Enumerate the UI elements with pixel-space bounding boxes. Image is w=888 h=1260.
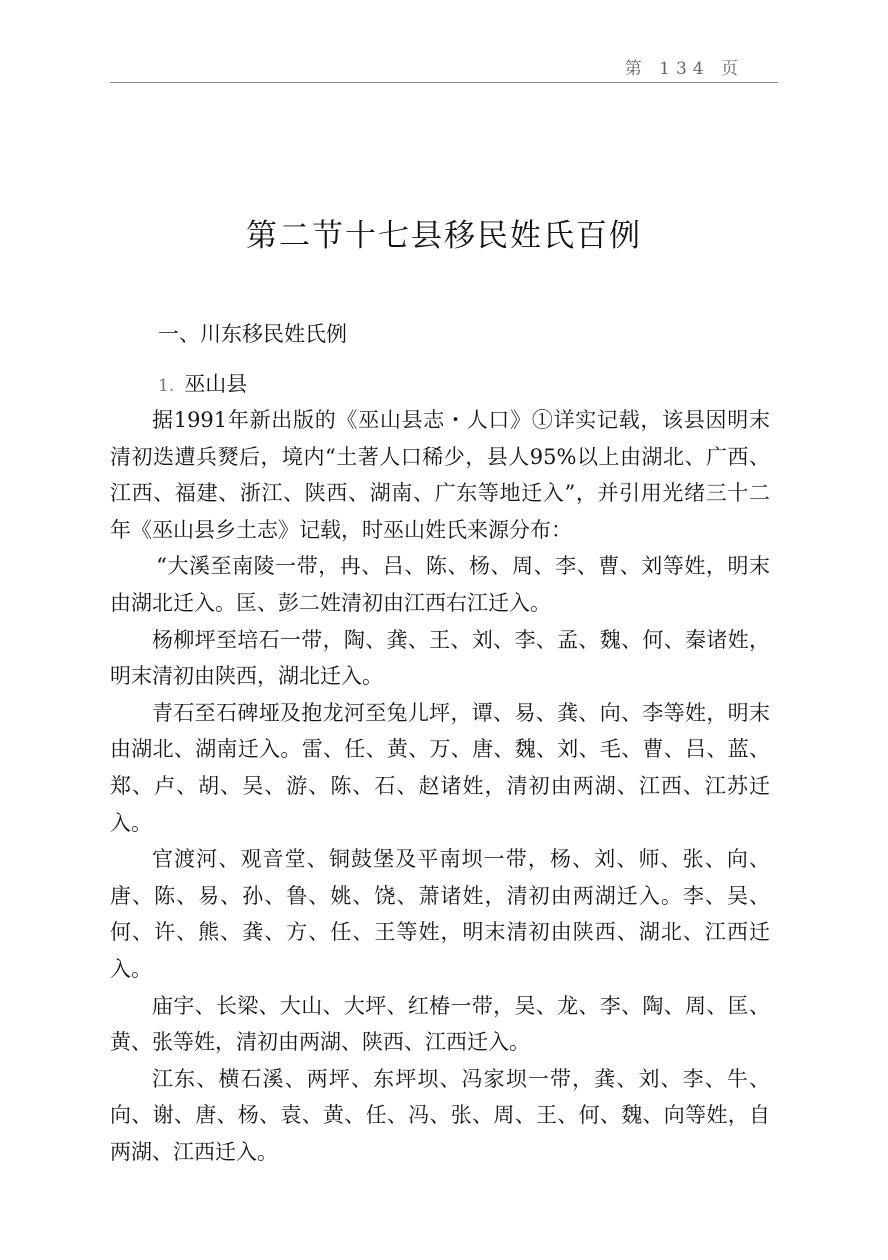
paragraph: 江东、横石溪、两坪、东坪坝、冯家坝一带，龚、刘、李、牛、向、谢、唐、杨、袁、黄、任、冯、张、周、王、何、魏、向等姓，自两湖、江西迁入。 (110, 1066, 770, 1164)
paragraph: 青石至石碑垭及抱龙河至兔儿坪，谭、易、龚、向、李等姓，明末由湖北、湖南迁入。雷、任、黄、万、唐、魏、刘、毛、曹、吕、蓝、郑、卢、胡、吴、游、陈、石、赵诸姓，清初由两湖、江西、江苏迁入。 (110, 700, 770, 835)
section-title: 第二节十七县移民姓氏百例 (246, 218, 642, 254)
paragraph: 据1991年新出版的《巫山县志・人口》①详实记载，该县因明末清初迭遭兵燹后，境内“土著人口稀少，县人95%以上由湖北、广西、江西、福建、浙江、陕西、湖南、广东等地迁入”，并引用光绪三十二年《巫山县乡土志》记载，时巫山姓氏来源分布： (110, 408, 770, 542)
county-name: 巫山县 (184, 372, 248, 396)
county-heading (158, 368, 247, 398)
body-text (110, 402, 770, 1170)
county-number: 1. (158, 376, 175, 396)
paragraph: 庙宇、长梁、大山、大坪、红椿一带，吴、龙、李、陶、周、匡、黄、张等姓，清初由两湖、陕西、江西迁入。 (110, 993, 770, 1055)
page-number: 第 134 页 (624, 59, 744, 79)
paragraph: 杨柳坪至培石一带，陶、龚、王、刘、李、孟、魏、何、秦诸姓，明末清初由陕西，湖北迁入。 (110, 627, 770, 689)
paragraph: 官渡河、观音堂、铜鼓堡及平南坝一带，杨、刘、师、张、向、唐、陈、易、孙、鲁、姚、饶、萧诸姓，清初由两湖迁入。李、吴、何、许、熊、龚、方、任、王等姓，明末清初由陕西、湖北、江西迁入。 (110, 847, 770, 981)
paragraph: “大溪至南陵一带，冉、吕、陈、杨、周、李、曹、刘等姓，明末由湖北迁入。匡、彭二姓清初由江西右江迁入。 (110, 554, 770, 615)
page-header (110, 50, 778, 83)
subsection-title: 一、川东移民姓氏例 (158, 322, 347, 346)
